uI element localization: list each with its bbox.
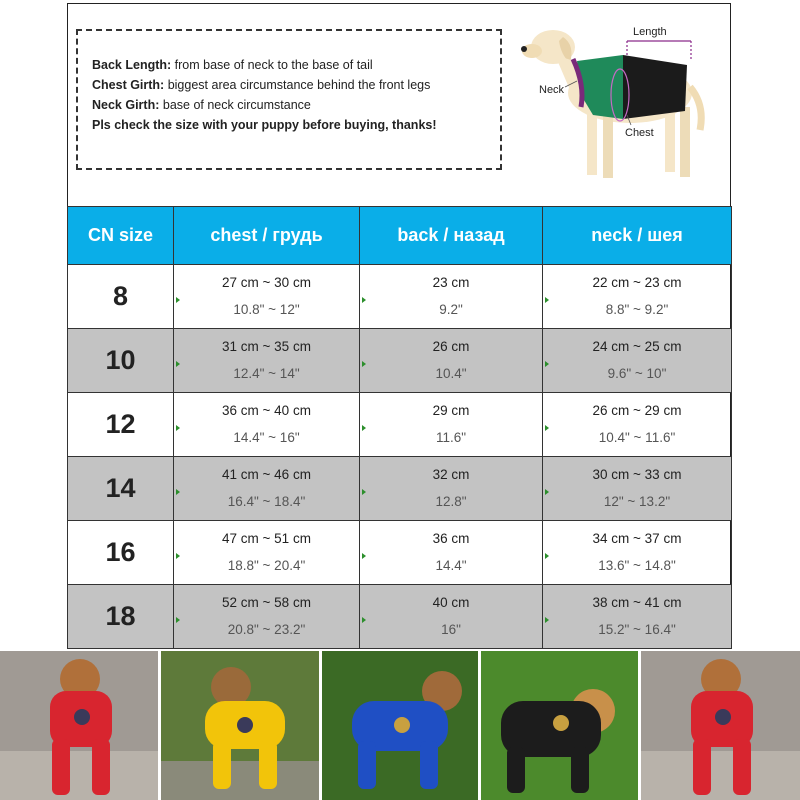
neck-cm: 26 cm ~ 29 cm [592,403,682,418]
back-inch: 16" [441,622,461,637]
table-row [68,265,732,329]
neck-inch: 15.2" ~ 16.4" [598,622,676,637]
cell-marker-icon [362,297,366,303]
table-row [68,329,732,393]
back-inch: 9.2" [439,302,463,317]
chest-cm: 47 cm ~ 51 cm [222,531,311,546]
product-photo-red [0,651,158,800]
cell-marker-icon [362,361,366,367]
neck-cell [543,329,732,393]
neck-girth-label: Neck Girth: [92,98,160,112]
length-label: Length [633,26,667,38]
size-table-header-row [68,207,732,265]
coat-black-panel [623,55,687,119]
back-cell [360,265,543,329]
back-cm: 40 cm [432,595,470,610]
dog-coat-leg [213,741,231,789]
size-cell: 10 [68,329,174,393]
check-size-note: Pls check the size with your puppy before buying, thanks! [92,118,437,132]
back-cell [360,457,543,521]
back-length-line [92,55,500,75]
header-neck: neck / шея [543,207,732,265]
coat-badge-icon [394,717,410,733]
header-chest: chest / грудь [174,207,360,265]
cell-marker-icon [545,553,549,559]
coat-badge-icon [715,709,731,725]
dog-front-leg [603,110,613,178]
chest-cm: 52 cm ~ 58 cm [222,595,311,610]
cell-marker-icon [362,617,366,623]
chest-cell [174,393,360,457]
cell-marker-icon [176,425,180,431]
cell-marker-icon [545,617,549,623]
dog-back-leg [665,110,675,172]
back-cm: 36 cm [432,531,470,546]
size-cell: 12 [68,393,174,457]
measurement-info-box [76,29,502,170]
chest-cm: 36 cm ~ 40 cm [222,403,311,418]
photo-floor [0,751,158,800]
coat-badge-icon [237,717,253,733]
cell-marker-icon [545,425,549,431]
chest-girth-line [92,75,500,95]
neck-label: Neck [539,84,565,96]
dog-back-leg [680,107,690,177]
neck-cm: 30 cm ~ 33 cm [592,467,682,482]
dog-coat-leg [693,739,711,795]
chest-cell [174,585,360,649]
neck-cm: 34 cm ~ 37 cm [592,531,682,546]
back-cm: 23 cm [432,275,470,290]
chest-cell [174,265,360,329]
cell-marker-icon [176,297,180,303]
product-photo-blue [322,651,478,800]
back-length-text: from base of neck to the base of tail [171,58,373,72]
neck-cm: 24 cm ~ 25 cm [592,339,682,354]
cell-marker-icon [176,617,180,623]
neck-girth-text: base of neck circumstance [159,98,311,112]
back-cell [360,585,543,649]
product-photo-black [481,651,638,800]
back-inch: 11.6" [435,430,467,445]
neck-inch: 10.4" ~ 11.6" [598,430,676,445]
neck-inch: 12" ~ 13.2" [603,494,671,509]
cell-marker-icon [176,361,180,367]
chest-label: Chest [625,127,654,139]
back-cm: 29 cm [432,403,470,418]
table-row [68,457,732,521]
back-cell [360,521,543,585]
back-inch: 14.4" [435,558,467,573]
coat-badge-icon [74,709,90,725]
dog-tail [690,87,701,130]
chest-cm: 27 cm ~ 30 cm [222,275,311,290]
chest-inch: 18.8" ~ 20.4" [227,558,306,573]
dog-coat-leg [92,739,110,795]
dog-coat-leg [571,747,589,793]
cell-marker-icon [362,489,366,495]
chest-cm: 31 cm ~ 35 cm [222,339,311,354]
dog-coat-leg [420,741,438,789]
neck-cell [543,265,732,329]
product-photo-strip [0,651,800,800]
neck-inch: 8.8" ~ 9.2" [605,302,669,317]
dog-coat-leg [259,741,277,789]
cell-marker-icon [545,297,549,303]
chest-inch: 20.8" ~ 23.2" [227,622,306,637]
cell-marker-icon [362,553,366,559]
back-cell [360,393,543,457]
cell-marker-icon [176,489,180,495]
back-cm: 26 cm [432,339,470,354]
neck-cell [543,585,732,649]
size-cell: 16 [68,521,174,585]
back-inch: 12.8" [435,494,467,509]
chest-cell [174,457,360,521]
neck-cell [543,457,732,521]
size-cell: 18 [68,585,174,649]
size-cell: 14 [68,457,174,521]
back-cell [360,329,543,393]
neck-girth-line [92,95,500,115]
cell-marker-icon [176,553,180,559]
chest-cm: 41 cm ~ 46 cm [222,467,311,482]
product-photo-yellow [161,651,319,800]
photo-ground [161,761,319,800]
table-row [68,585,732,649]
chest-cell [174,521,360,585]
neck-cm: 38 cm ~ 41 cm [592,595,682,610]
header-back: back / назад [360,207,543,265]
cell-marker-icon [545,489,549,495]
neck-cm: 22 cm ~ 23 cm [592,275,682,290]
cell-marker-icon [362,425,366,431]
size-cell: 8 [68,265,174,329]
header-cn-size: CN size [68,207,174,265]
back-length-label: Back Length: [92,58,172,72]
neck-cell [543,521,732,585]
chest-girth-label: Chest Girth: [92,78,165,92]
photo-floor [641,751,800,800]
dog-coat-leg [507,747,525,793]
neck-cell [543,393,732,457]
dog-coat-leg [733,739,751,795]
chest-inch: 10.8" ~ 12" [233,302,300,317]
chest-inch: 12.4" ~ 14" [233,366,300,381]
coat-badge-icon [553,715,569,731]
dog-front-leg [587,110,597,175]
table-row [68,521,732,585]
back-cm: 32 cm [432,467,470,482]
chest-cell [174,329,360,393]
size-table [67,206,732,649]
dog-coat-leg [52,739,70,795]
back-inch: 10.4" [435,366,467,381]
cell-marker-icon [545,361,549,367]
chest-inch: 16.4" ~ 18.4" [227,494,306,509]
dog-measurement-figure [515,15,725,195]
chest-inch: 14.4" ~ 16" [233,430,300,445]
table-row [68,393,732,457]
chest-girth-text: biggest area circumstance behind the front legs [164,78,431,92]
product-photo-red-repeat [641,651,800,800]
dog-nose [521,46,527,52]
dog-coat-leg [358,741,376,789]
neck-inch: 9.6" ~ 10" [607,366,667,381]
neck-inch: 13.6" ~ 14.8" [598,558,676,573]
